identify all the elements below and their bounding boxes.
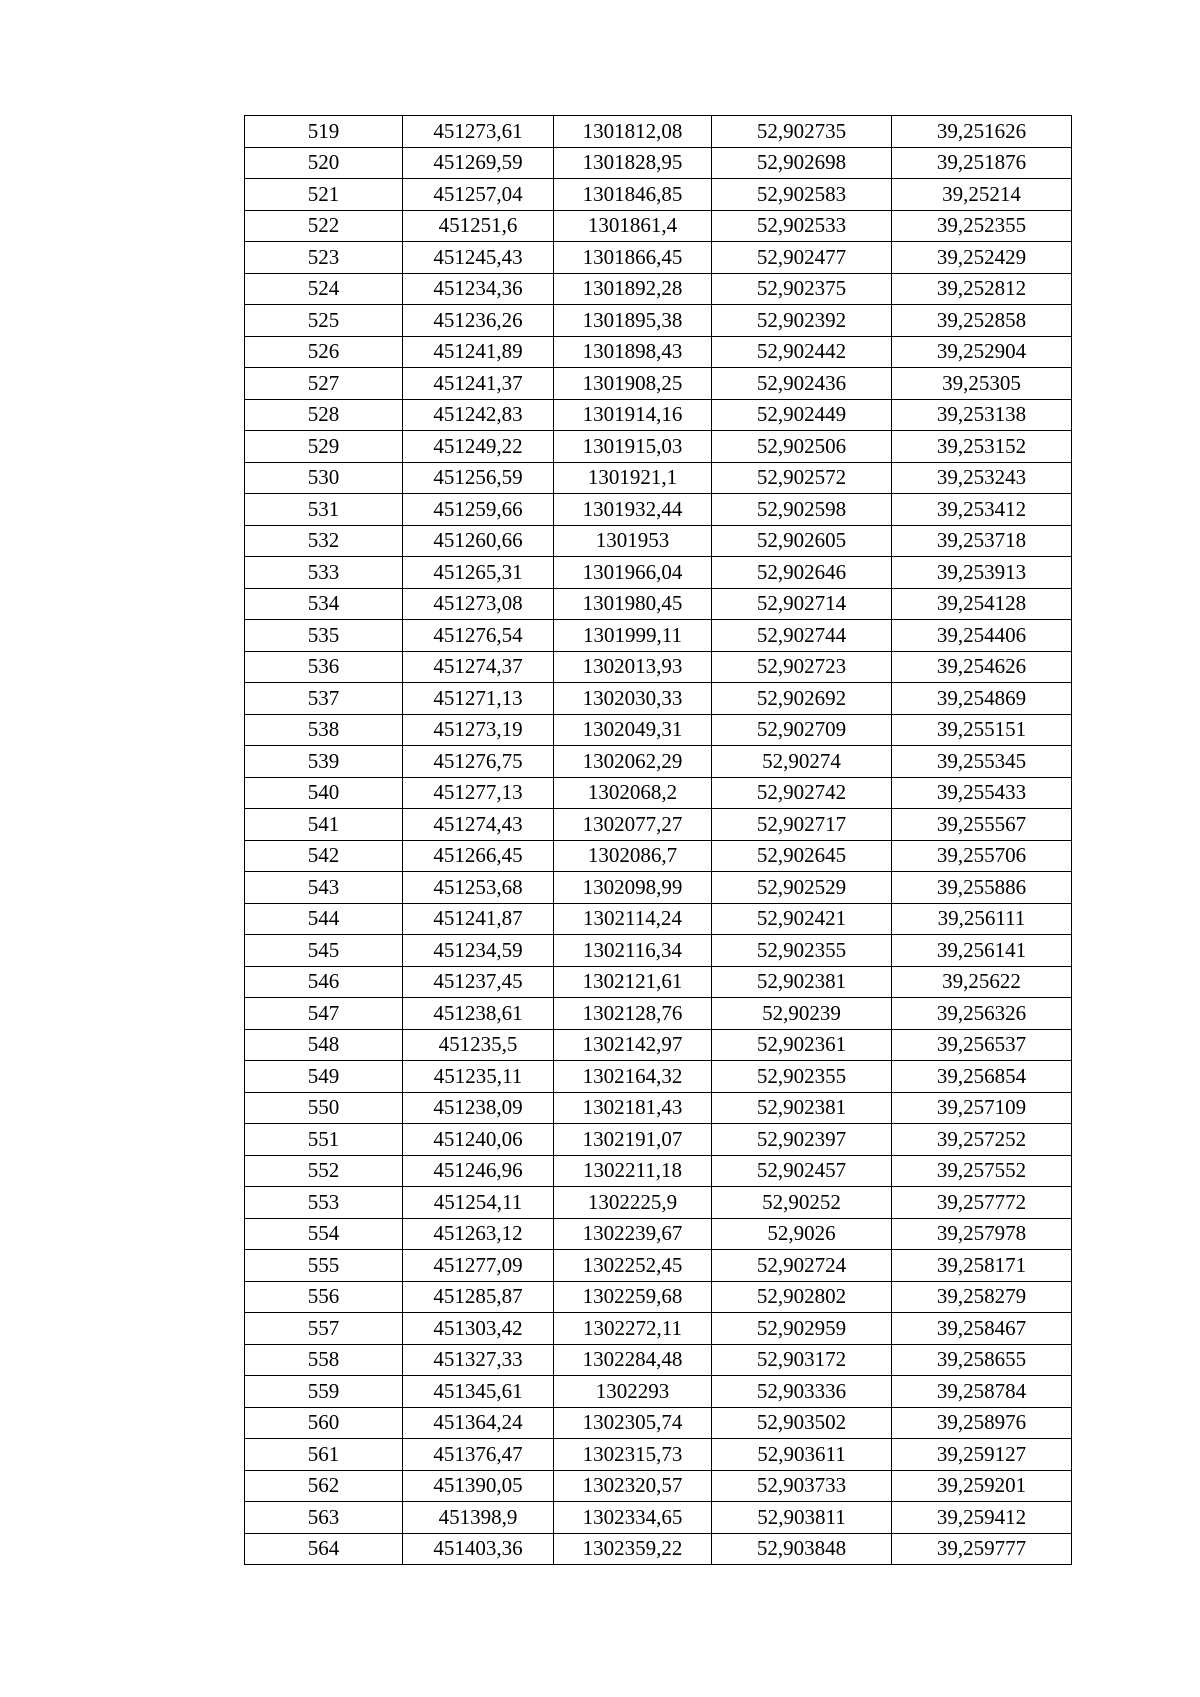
longitude-cell: 39,252429 <box>892 242 1072 274</box>
table-row <box>245 557 1072 589</box>
latitude-cell: 52,902449 <box>712 399 892 431</box>
table-row <box>245 1250 1072 1282</box>
y-coordinate-cell: 1302062,29 <box>554 746 712 778</box>
point-number-cell: 528 <box>245 399 403 431</box>
y-coordinate-cell: 1301828,95 <box>554 147 712 179</box>
y-coordinate-cell: 1302181,43 <box>554 1092 712 1124</box>
x-coordinate-cell: 451390,05 <box>403 1470 554 1502</box>
x-coordinate-cell: 451276,75 <box>403 746 554 778</box>
table-row <box>245 966 1072 998</box>
point-number-cell: 554 <box>245 1218 403 1250</box>
longitude-cell: 39,256854 <box>892 1061 1072 1093</box>
longitude-cell: 39,258171 <box>892 1250 1072 1282</box>
point-number-cell: 537 <box>245 683 403 715</box>
point-number-cell: 551 <box>245 1124 403 1156</box>
x-coordinate-cell: 451260,66 <box>403 525 554 557</box>
y-coordinate-cell: 1302320,57 <box>554 1470 712 1502</box>
longitude-cell: 39,256537 <box>892 1029 1072 1061</box>
y-coordinate-cell: 1301980,45 <box>554 588 712 620</box>
table-row <box>245 1092 1072 1124</box>
x-coordinate-cell: 451249,22 <box>403 431 554 463</box>
table-row <box>245 1470 1072 1502</box>
y-coordinate-cell: 1302284,48 <box>554 1344 712 1376</box>
latitude-cell: 52,90274 <box>712 746 892 778</box>
longitude-cell: 39,259127 <box>892 1439 1072 1471</box>
latitude-cell: 52,902442 <box>712 336 892 368</box>
table-row <box>245 746 1072 778</box>
longitude-cell: 39,254869 <box>892 683 1072 715</box>
x-coordinate-cell: 451273,08 <box>403 588 554 620</box>
y-coordinate-cell: 1302030,33 <box>554 683 712 715</box>
x-coordinate-cell: 451364,24 <box>403 1407 554 1439</box>
longitude-cell: 39,259412 <box>892 1502 1072 1534</box>
x-coordinate-cell: 451269,59 <box>403 147 554 179</box>
latitude-cell: 52,902717 <box>712 809 892 841</box>
x-coordinate-cell: 451241,89 <box>403 336 554 368</box>
longitude-cell: 39,259777 <box>892 1533 1072 1565</box>
x-coordinate-cell: 451234,36 <box>403 273 554 305</box>
x-coordinate-cell: 451277,09 <box>403 1250 554 1282</box>
latitude-cell: 52,902436 <box>712 368 892 400</box>
x-coordinate-cell: 451277,13 <box>403 777 554 809</box>
longitude-cell: 39,254128 <box>892 588 1072 620</box>
point-number-cell: 519 <box>245 116 403 148</box>
y-coordinate-cell: 1302334,65 <box>554 1502 712 1534</box>
y-coordinate-cell: 1302252,45 <box>554 1250 712 1282</box>
longitude-cell: 39,257978 <box>892 1218 1072 1250</box>
latitude-cell: 52,902529 <box>712 872 892 904</box>
y-coordinate-cell: 1301921,1 <box>554 462 712 494</box>
latitude-cell: 52,902421 <box>712 903 892 935</box>
point-number-cell: 531 <box>245 494 403 526</box>
y-coordinate-cell: 1302116,34 <box>554 935 712 967</box>
coordinates-table-body <box>245 116 1072 1565</box>
x-coordinate-cell: 451245,43 <box>403 242 554 274</box>
longitude-cell: 39,257552 <box>892 1155 1072 1187</box>
x-coordinate-cell: 451303,42 <box>403 1313 554 1345</box>
table-row <box>245 1029 1072 1061</box>
table-row <box>245 935 1072 967</box>
x-coordinate-cell: 451236,26 <box>403 305 554 337</box>
latitude-cell: 52,902692 <box>712 683 892 715</box>
point-number-cell: 542 <box>245 840 403 872</box>
y-coordinate-cell: 1301932,44 <box>554 494 712 526</box>
point-number-cell: 538 <box>245 714 403 746</box>
point-number-cell: 526 <box>245 336 403 368</box>
longitude-cell: 39,253412 <box>892 494 1072 526</box>
point-number-cell: 541 <box>245 809 403 841</box>
latitude-cell: 52,902646 <box>712 557 892 589</box>
table-row <box>245 1155 1072 1187</box>
point-number-cell: 532 <box>245 525 403 557</box>
latitude-cell: 52,902533 <box>712 210 892 242</box>
coordinates-table <box>244 115 1072 1565</box>
longitude-cell: 39,253243 <box>892 462 1072 494</box>
table-row <box>245 305 1072 337</box>
table-row <box>245 1187 1072 1219</box>
y-coordinate-cell: 1302259,68 <box>554 1281 712 1313</box>
x-coordinate-cell: 451251,6 <box>403 210 554 242</box>
longitude-cell: 39,252355 <box>892 210 1072 242</box>
x-coordinate-cell: 451254,11 <box>403 1187 554 1219</box>
x-coordinate-cell: 451345,61 <box>403 1376 554 1408</box>
x-coordinate-cell: 451271,13 <box>403 683 554 715</box>
x-coordinate-cell: 451240,06 <box>403 1124 554 1156</box>
table-row <box>245 1376 1072 1408</box>
table-row <box>245 116 1072 148</box>
point-number-cell: 534 <box>245 588 403 620</box>
latitude-cell: 52,902381 <box>712 966 892 998</box>
table-row <box>245 840 1072 872</box>
table-row <box>245 336 1072 368</box>
longitude-cell: 39,25622 <box>892 966 1072 998</box>
longitude-cell: 39,251626 <box>892 116 1072 148</box>
longitude-cell: 39,257109 <box>892 1092 1072 1124</box>
y-coordinate-cell: 1302239,67 <box>554 1218 712 1250</box>
latitude-cell: 52,902392 <box>712 305 892 337</box>
y-coordinate-cell: 1302142,97 <box>554 1029 712 1061</box>
x-coordinate-cell: 451403,36 <box>403 1533 554 1565</box>
table-row <box>245 1281 1072 1313</box>
longitude-cell: 39,258784 <box>892 1376 1072 1408</box>
longitude-cell: 39,253138 <box>892 399 1072 431</box>
y-coordinate-cell: 1301966,04 <box>554 557 712 589</box>
longitude-cell: 39,258976 <box>892 1407 1072 1439</box>
y-coordinate-cell: 1302049,31 <box>554 714 712 746</box>
y-coordinate-cell: 1301812,08 <box>554 116 712 148</box>
table-row <box>245 399 1072 431</box>
latitude-cell: 52,902802 <box>712 1281 892 1313</box>
longitude-cell: 39,252812 <box>892 273 1072 305</box>
point-number-cell: 559 <box>245 1376 403 1408</box>
x-coordinate-cell: 451265,31 <box>403 557 554 589</box>
longitude-cell: 39,258655 <box>892 1344 1072 1376</box>
point-number-cell: 555 <box>245 1250 403 1282</box>
latitude-cell: 52,90239 <box>712 998 892 1030</box>
table-row <box>245 1124 1072 1156</box>
table-row <box>245 872 1072 904</box>
latitude-cell: 52,902381 <box>712 1092 892 1124</box>
latitude-cell: 52,903811 <box>712 1502 892 1534</box>
point-number-cell: 525 <box>245 305 403 337</box>
table-row <box>245 903 1072 935</box>
y-coordinate-cell: 1301861,4 <box>554 210 712 242</box>
y-coordinate-cell: 1302305,74 <box>554 1407 712 1439</box>
point-number-cell: 523 <box>245 242 403 274</box>
longitude-cell: 39,256326 <box>892 998 1072 1030</box>
latitude-cell: 52,902723 <box>712 651 892 683</box>
longitude-cell: 39,255151 <box>892 714 1072 746</box>
table-row <box>245 809 1072 841</box>
latitude-cell: 52,903848 <box>712 1533 892 1565</box>
point-number-cell: 530 <box>245 462 403 494</box>
y-coordinate-cell: 1302272,11 <box>554 1313 712 1345</box>
latitude-cell: 52,902397 <box>712 1124 892 1156</box>
y-coordinate-cell: 1302164,32 <box>554 1061 712 1093</box>
y-coordinate-cell: 1301892,28 <box>554 273 712 305</box>
latitude-cell: 52,902724 <box>712 1250 892 1282</box>
y-coordinate-cell: 1302225,9 <box>554 1187 712 1219</box>
x-coordinate-cell: 451242,83 <box>403 399 554 431</box>
longitude-cell: 39,259201 <box>892 1470 1072 1502</box>
point-number-cell: 543 <box>245 872 403 904</box>
longitude-cell: 39,252858 <box>892 305 1072 337</box>
y-coordinate-cell: 1301846,85 <box>554 179 712 211</box>
x-coordinate-cell: 451266,45 <box>403 840 554 872</box>
y-coordinate-cell: 1302191,07 <box>554 1124 712 1156</box>
latitude-cell: 52,902605 <box>712 525 892 557</box>
longitude-cell: 39,253152 <box>892 431 1072 463</box>
x-coordinate-cell: 451237,45 <box>403 966 554 998</box>
table-row <box>245 588 1072 620</box>
table-row <box>245 1407 1072 1439</box>
x-coordinate-cell: 451241,87 <box>403 903 554 935</box>
longitude-cell: 39,252904 <box>892 336 1072 368</box>
point-number-cell: 556 <box>245 1281 403 1313</box>
y-coordinate-cell: 1302315,73 <box>554 1439 712 1471</box>
longitude-cell: 39,253913 <box>892 557 1072 589</box>
longitude-cell: 39,255433 <box>892 777 1072 809</box>
point-number-cell: 557 <box>245 1313 403 1345</box>
latitude-cell: 52,902506 <box>712 431 892 463</box>
point-number-cell: 520 <box>245 147 403 179</box>
point-number-cell: 540 <box>245 777 403 809</box>
latitude-cell: 52,903502 <box>712 1407 892 1439</box>
x-coordinate-cell: 451274,43 <box>403 809 554 841</box>
x-coordinate-cell: 451263,12 <box>403 1218 554 1250</box>
point-number-cell: 562 <box>245 1470 403 1502</box>
table-row <box>245 242 1072 274</box>
latitude-cell: 52,902645 <box>712 840 892 872</box>
point-number-cell: 527 <box>245 368 403 400</box>
latitude-cell: 52,902959 <box>712 1313 892 1345</box>
table-row <box>245 683 1072 715</box>
longitude-cell: 39,255886 <box>892 872 1072 904</box>
latitude-cell: 52,902361 <box>712 1029 892 1061</box>
point-number-cell: 524 <box>245 273 403 305</box>
y-coordinate-cell: 1302211,18 <box>554 1155 712 1187</box>
latitude-cell: 52,902583 <box>712 179 892 211</box>
x-coordinate-cell: 451273,61 <box>403 116 554 148</box>
point-number-cell: 553 <box>245 1187 403 1219</box>
latitude-cell: 52,902572 <box>712 462 892 494</box>
latitude-cell: 52,902714 <box>712 588 892 620</box>
y-coordinate-cell: 1302359,22 <box>554 1533 712 1565</box>
latitude-cell: 52,9026 <box>712 1218 892 1250</box>
point-number-cell: 552 <box>245 1155 403 1187</box>
longitude-cell: 39,25305 <box>892 368 1072 400</box>
table-row <box>245 1344 1072 1376</box>
longitude-cell: 39,257252 <box>892 1124 1072 1156</box>
x-coordinate-cell: 451253,68 <box>403 872 554 904</box>
point-number-cell: 522 <box>245 210 403 242</box>
y-coordinate-cell: 1301898,43 <box>554 336 712 368</box>
x-coordinate-cell: 451238,61 <box>403 998 554 1030</box>
x-coordinate-cell: 451276,54 <box>403 620 554 652</box>
table-row <box>245 620 1072 652</box>
longitude-cell: 39,255567 <box>892 809 1072 841</box>
point-number-cell: 521 <box>245 179 403 211</box>
longitude-cell: 39,255345 <box>892 746 1072 778</box>
table-row <box>245 179 1072 211</box>
y-coordinate-cell: 1302098,99 <box>554 872 712 904</box>
y-coordinate-cell: 1301999,11 <box>554 620 712 652</box>
point-number-cell: 546 <box>245 966 403 998</box>
longitude-cell: 39,251876 <box>892 147 1072 179</box>
latitude-cell: 52,90252 <box>712 1187 892 1219</box>
table-row <box>245 525 1072 557</box>
x-coordinate-cell: 451235,5 <box>403 1029 554 1061</box>
x-coordinate-cell: 451259,66 <box>403 494 554 526</box>
table-row <box>245 1061 1072 1093</box>
x-coordinate-cell: 451246,96 <box>403 1155 554 1187</box>
y-coordinate-cell: 1302068,2 <box>554 777 712 809</box>
table-row <box>245 651 1072 683</box>
y-coordinate-cell: 1302293 <box>554 1376 712 1408</box>
latitude-cell: 52,902375 <box>712 273 892 305</box>
x-coordinate-cell: 451327,33 <box>403 1344 554 1376</box>
point-number-cell: 563 <box>245 1502 403 1534</box>
point-number-cell: 548 <box>245 1029 403 1061</box>
latitude-cell: 52,902742 <box>712 777 892 809</box>
y-coordinate-cell: 1301915,03 <box>554 431 712 463</box>
y-coordinate-cell: 1302086,7 <box>554 840 712 872</box>
latitude-cell: 52,902698 <box>712 147 892 179</box>
point-number-cell: 560 <box>245 1407 403 1439</box>
y-coordinate-cell: 1302114,24 <box>554 903 712 935</box>
point-number-cell: 547 <box>245 998 403 1030</box>
x-coordinate-cell: 451273,19 <box>403 714 554 746</box>
longitude-cell: 39,256111 <box>892 903 1072 935</box>
longitude-cell: 39,257772 <box>892 1187 1072 1219</box>
point-number-cell: 544 <box>245 903 403 935</box>
table-row <box>245 147 1072 179</box>
table-row <box>245 714 1072 746</box>
table-row <box>245 431 1072 463</box>
latitude-cell: 52,902355 <box>712 1061 892 1093</box>
longitude-cell: 39,254626 <box>892 651 1072 683</box>
table-row <box>245 1218 1072 1250</box>
x-coordinate-cell: 451241,37 <box>403 368 554 400</box>
y-coordinate-cell: 1301908,25 <box>554 368 712 400</box>
y-coordinate-cell: 1302077,27 <box>554 809 712 841</box>
y-coordinate-cell: 1302013,93 <box>554 651 712 683</box>
x-coordinate-cell: 451257,04 <box>403 179 554 211</box>
point-number-cell: 539 <box>245 746 403 778</box>
y-coordinate-cell: 1301895,38 <box>554 305 712 337</box>
longitude-cell: 39,258279 <box>892 1281 1072 1313</box>
latitude-cell: 52,902477 <box>712 242 892 274</box>
y-coordinate-cell: 1302128,76 <box>554 998 712 1030</box>
longitude-cell: 39,256141 <box>892 935 1072 967</box>
point-number-cell: 564 <box>245 1533 403 1565</box>
point-number-cell: 550 <box>245 1092 403 1124</box>
point-number-cell: 535 <box>245 620 403 652</box>
longitude-cell: 39,25214 <box>892 179 1072 211</box>
point-number-cell: 529 <box>245 431 403 463</box>
latitude-cell: 52,903611 <box>712 1439 892 1471</box>
point-number-cell: 561 <box>245 1439 403 1471</box>
table-row <box>245 494 1072 526</box>
latitude-cell: 52,903336 <box>712 1376 892 1408</box>
table-row <box>245 1313 1072 1345</box>
y-coordinate-cell: 1301914,16 <box>554 399 712 431</box>
y-coordinate-cell: 1302121,61 <box>554 966 712 998</box>
x-coordinate-cell: 451274,37 <box>403 651 554 683</box>
table-row <box>245 368 1072 400</box>
longitude-cell: 39,254406 <box>892 620 1072 652</box>
table-row <box>245 273 1072 305</box>
latitude-cell: 52,902598 <box>712 494 892 526</box>
table-row <box>245 1439 1072 1471</box>
x-coordinate-cell: 451285,87 <box>403 1281 554 1313</box>
point-number-cell: 545 <box>245 935 403 967</box>
x-coordinate-cell: 451234,59 <box>403 935 554 967</box>
latitude-cell: 52,902735 <box>712 116 892 148</box>
table-row <box>245 777 1072 809</box>
y-coordinate-cell: 1301953 <box>554 525 712 557</box>
x-coordinate-cell: 451235,11 <box>403 1061 554 1093</box>
longitude-cell: 39,253718 <box>892 525 1072 557</box>
point-number-cell: 533 <box>245 557 403 589</box>
latitude-cell: 52,902457 <box>712 1155 892 1187</box>
longitude-cell: 39,258467 <box>892 1313 1072 1345</box>
point-number-cell: 558 <box>245 1344 403 1376</box>
longitude-cell: 39,255706 <box>892 840 1072 872</box>
x-coordinate-cell: 451256,59 <box>403 462 554 494</box>
x-coordinate-cell: 451398,9 <box>403 1502 554 1534</box>
latitude-cell: 52,903733 <box>712 1470 892 1502</box>
latitude-cell: 52,902709 <box>712 714 892 746</box>
latitude-cell: 52,902355 <box>712 935 892 967</box>
point-number-cell: 549 <box>245 1061 403 1093</box>
latitude-cell: 52,902744 <box>712 620 892 652</box>
table-row <box>245 1502 1072 1534</box>
table-row <box>245 210 1072 242</box>
point-number-cell: 536 <box>245 651 403 683</box>
x-coordinate-cell: 451238,09 <box>403 1092 554 1124</box>
x-coordinate-cell: 451376,47 <box>403 1439 554 1471</box>
latitude-cell: 52,903172 <box>712 1344 892 1376</box>
table-row <box>245 1533 1072 1565</box>
table-row <box>245 462 1072 494</box>
table-row <box>245 998 1072 1030</box>
y-coordinate-cell: 1301866,45 <box>554 242 712 274</box>
